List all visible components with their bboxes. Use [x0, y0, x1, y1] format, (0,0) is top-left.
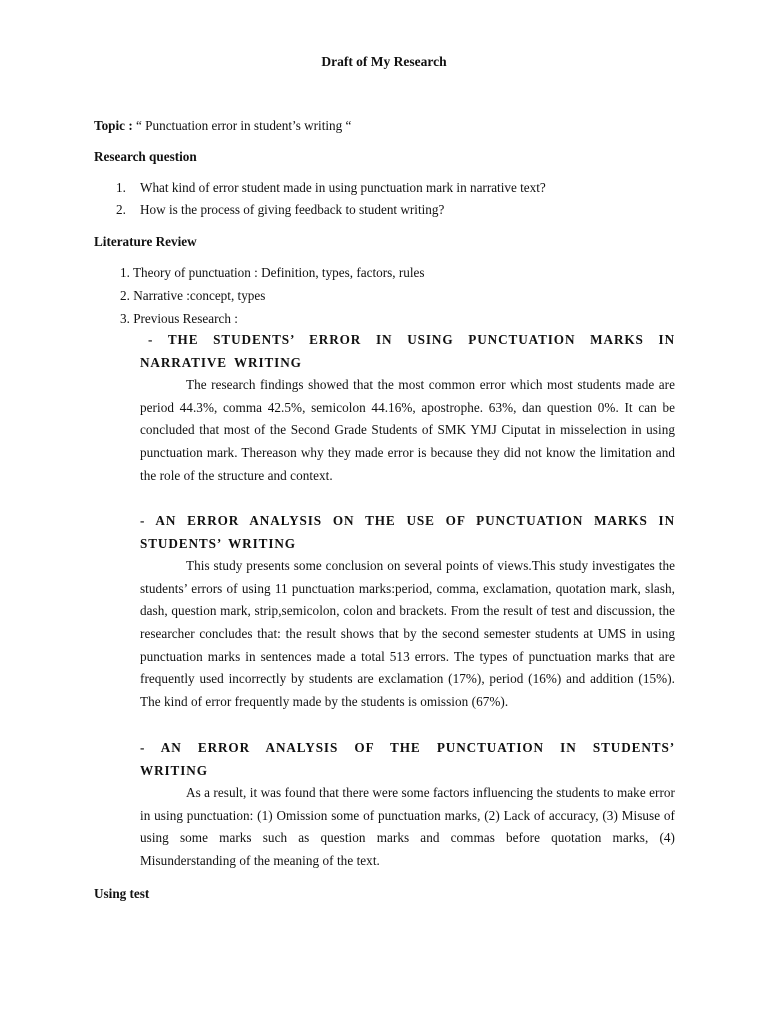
study-title: - AN ERROR ANALYSIS ON THE USE OF PUNCTUATION MARKS IN STUDENTS’ WRITING [140, 513, 675, 551]
study-title: - AN ERROR ANALYSIS OF THE PUNCTUATION IN STUDENTS’ WRITING [140, 740, 675, 778]
topic-value: “ Punctuation error in student’s writing “ [136, 118, 352, 133]
literature-review-item: 1. Theory of punctuation : Definition, types, factors, rules [120, 265, 425, 280]
document-title: Draft of My Research [321, 54, 447, 69]
research-question-heading: Research question [94, 149, 197, 164]
study-summary: As a result, it was found that there were some factors influencing the students to make error in using punctuation: (1) Omission some of punctuation marks, (2) Lack of accuracy, (3) Misuse of using some marks such as question marks and commas before quotation marks, (4) Misunderstanding of the meaning of the text. [140, 785, 675, 868]
using-test-heading: Using test [94, 886, 150, 901]
research-question-item [116, 179, 546, 197]
previous-study-3 [140, 737, 675, 873]
research-question-text: What kind of error student made in using punctuation mark in narrative text? [140, 180, 546, 195]
study-title: - THE STUDENTS’ ERROR IN USING PUNCTUATION MARKS IN NARRATIVE WRITING [140, 332, 675, 370]
study-summary: The research findings showed that the most common error which most students made are period 44.3%, comma 42.5%, semicolon 44.16%, apostrophe. 63%, dan question 0%. It can be concluded that most of the Second Grade Students of SMK YMJ Ciputat in misselection in using punctuation mark. Thereason why they made error is because they did not know the limitation and the role of the structure and context. [140, 377, 675, 483]
research-question-text: How is the process of giving feedback to student writing? [140, 202, 445, 217]
research-question-item [116, 201, 444, 219]
literature-review-item: 2. Narrative :concept, types [120, 288, 266, 303]
literature-review-item: 3. Previous Research : [120, 311, 238, 326]
research-question-number: 1. [116, 180, 126, 195]
previous-study-2 [140, 510, 675, 713]
research-question-number: 2. [116, 202, 126, 217]
topic-line [94, 117, 351, 135]
study-summary: This study presents some conclusion on several points of views.This study investigates the students’ errors of using 11 punctuation marks:period, comma, exclamation, quotation mark, slash, dash, question mark, strip,semicolon, colon and brackets. From the result of test and discussion, the researcher concludes that: the result shows that by the second semester students at UMS in using punctuation marks in sentences made a total 513 errors. The types of punctuation marks that are frequently used incorrectly by students are exclamation (17%), period (16%) and addition (15%). The kind of error frequently made by the students is omission (67%). [140, 558, 675, 709]
topic-label: Topic : [94, 118, 133, 133]
literature-review-heading: Literature Review [94, 234, 197, 249]
previous-study-1 [140, 329, 675, 487]
